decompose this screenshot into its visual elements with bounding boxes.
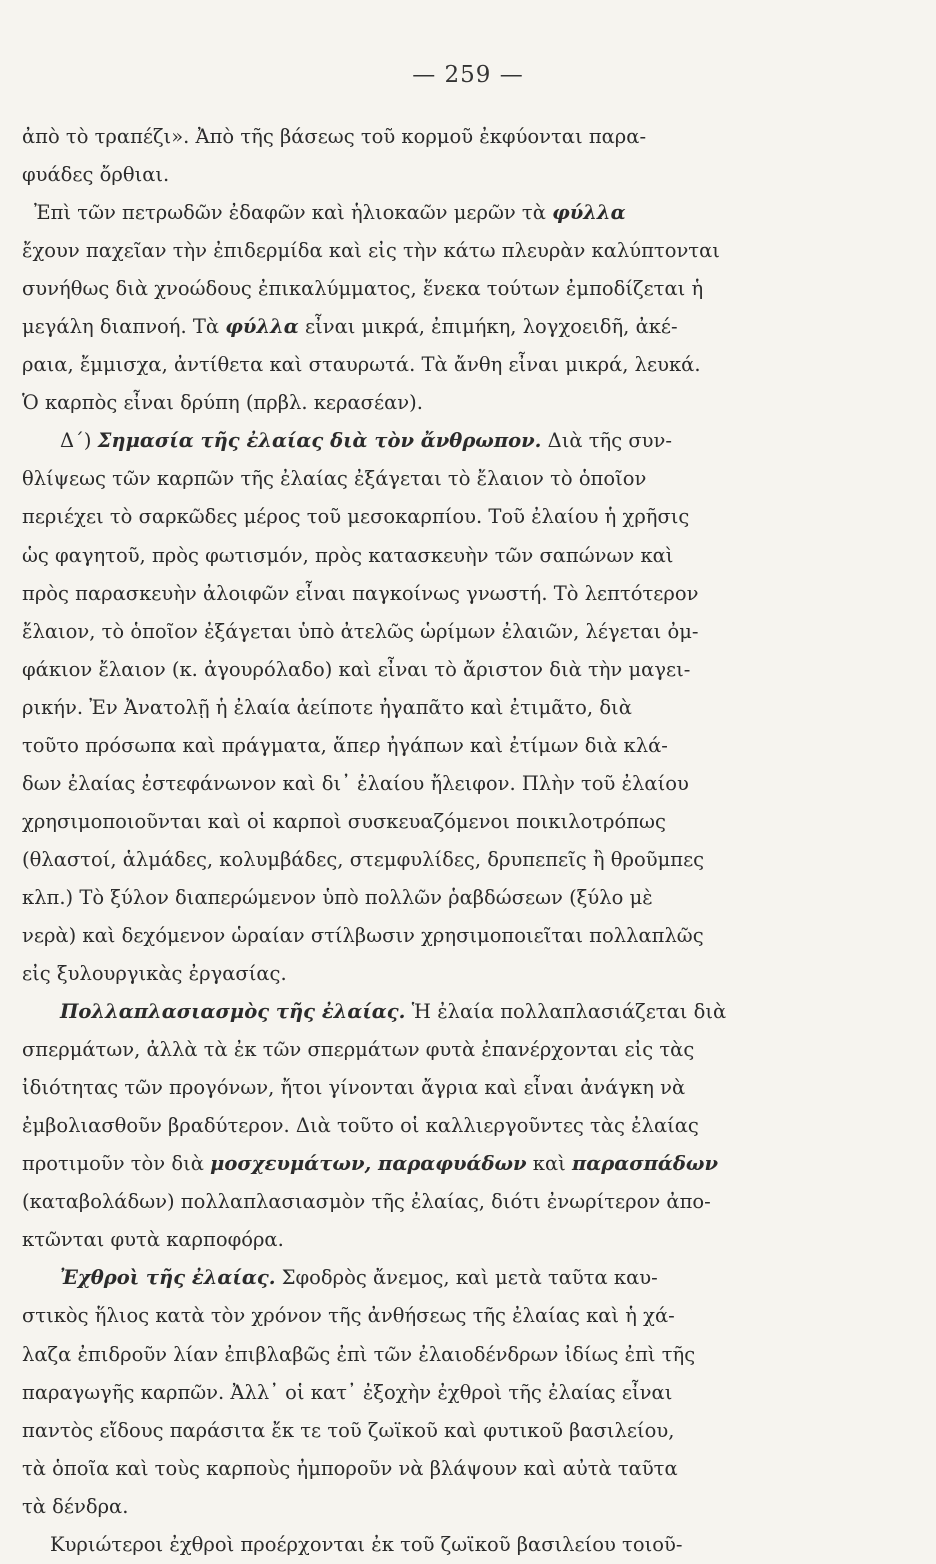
text-line (22, 537, 822, 575)
bold-heading-text: μοσχευμάτων, παραφυάδων (210, 1152, 527, 1176)
text-line (22, 1031, 822, 1069)
text-line (22, 1374, 822, 1412)
text-line (22, 689, 822, 727)
text-line (22, 1183, 822, 1221)
text-line (22, 841, 822, 879)
text-segment: συνήθως διὰ χνοώδους ἐπικαλύμματος, ἕνεκα τούτων ἐμποδίζεται ἡ (22, 277, 704, 301)
text-segment: ἔχουν παχεῖαν τὴν ἐπιδερμίδα καὶ εἰς τὴν κάτω πλευρὰν καλύπτονται (22, 239, 720, 263)
text-segment: ραια, ἔμμισχα, ἀντίθετα καὶ σταυρωτά. Τὰ ἄνθη εἶναι μικρά, λευκά. (22, 353, 701, 377)
text-line (22, 1297, 822, 1335)
text-segment: δων ἐλαίας ἐστεφάνωνον καὶ δι᾿ ἐλαίου ἤλειφον. Πλὴν τοῦ ἐλαίου (22, 771, 689, 795)
text-line (22, 993, 822, 1031)
text-segment: εἶναι μικρά, ἐπιμήκη, λογχοειδῆ, ἀκέ- (298, 315, 678, 339)
text-line (22, 308, 822, 346)
text-line (22, 955, 822, 993)
text-segment: μεγάλη διαπνοή. Τὰ (22, 315, 226, 339)
text-line (22, 346, 822, 384)
bold-heading-text: Σημασία τῆς ἐλαίας διὰ τὸν ἄνθρωπον. (97, 429, 542, 453)
text-segment: φυάδες ὄρθιαι. (22, 163, 170, 187)
text-segment: τὰ δένδρα. (22, 1494, 129, 1518)
text-segment: παντὸς εἴδους παράσιτα ἔκ τε τοῦ ζωϊκοῦ καὶ φυτικοῦ βασιλείου, (22, 1418, 675, 1442)
bold-heading-text: φύλλα (225, 315, 299, 339)
text-line (22, 1259, 822, 1297)
text-segment: στικὸς ἥλιος κατὰ τὸν χρόνον τῆς ἀνθήσεως τῆς ἐλαίας καὶ ἡ χά- (22, 1304, 675, 1328)
text-segment: Διὰ τῆς συν- (541, 429, 672, 453)
text-segment: περιέχει τὸ σαρκῶδες μέρος τοῦ μεσοκαρπίου. Τοῦ ἐλαίου ἡ χρῆσις (22, 505, 690, 529)
text-line (22, 1526, 822, 1564)
text-segment: Ἡ ἐλαία πολλαπλασιάζεται διὰ (405, 1000, 727, 1024)
text-segment: πρὸς παρασκευὴν ἀλοιφῶν εἶναι παγκοίνως γνωστή. Τὸ λεπτότερον (22, 581, 699, 605)
text-segment: φάκιον ἔλαιον (κ. ἀγουρόλαδο) καὶ εἶναι τὸ ἄριστον διὰ τὴν μαγει- (22, 657, 691, 681)
text-segment: χρησιμοποιοῦνται καὶ οἱ καρποὶ συσκευαζόμενοι ποικιλοτρόπως (22, 809, 666, 833)
text-line (22, 232, 822, 270)
text-line (22, 1221, 822, 1259)
bold-heading-text: παρασπάδων (572, 1152, 719, 1176)
text-segment: ἐμβολιασθοῦν βραδύτερον. Διὰ τοῦτο οἱ καλλιεργοῦντες τὰς ἐλαίας (22, 1114, 699, 1138)
text-segment: προτιμοῦν τὸν διὰ (22, 1152, 211, 1176)
text-segment: Δ´) (60, 429, 98, 453)
text-line (22, 460, 822, 498)
page-number: — 259 — (412, 62, 524, 88)
text-line (22, 498, 822, 536)
bold-heading-text: Πολλαπλασιασμὸς τῆς ἐλαίας. (60, 1000, 406, 1024)
text-segment: λαζα ἐπιδροῦν λίαν ἐπιβλαβῶς ἐπὶ τῶν ἐλαιοδένδρων ἰδίως ἐπὶ τῆς (22, 1342, 696, 1366)
text-segment: θλίψεως τῶν καρπῶν τῆς ἐλαίας ἐξάγεται τὸ ἔλαιον τὸ ὁποῖον (22, 467, 647, 491)
text-segment: Σφοδρὸς ἄνεμος, καὶ μετὰ ταῦτα καυ- (275, 1266, 658, 1290)
text-line (22, 156, 822, 194)
text-line (22, 194, 822, 232)
text-segment: σπερμάτων, ἀλλὰ τὰ ἐκ τῶν σπερμάτων φυτὰ ἐπανέρχονται εἰς τὰς (22, 1038, 695, 1062)
text-line (22, 575, 822, 613)
text-segment: ἀπὸ τὸ τραπέζι». Ἀπὸ τῆς βάσεως τοῦ κορμοῦ ἐκφύονται παρα- (22, 125, 647, 148)
text-line (22, 803, 822, 841)
text-segment: Ἐπὶ τῶν πετρωδῶν ἐδαφῶν καὶ ἡλιοκαῶν μερῶν τὰ (34, 201, 553, 225)
text-line (22, 1069, 822, 1107)
text-line (22, 879, 822, 917)
text-line (22, 270, 822, 308)
text-segment: ἔλαιον, τὸ ὁποῖον ἐξάγεται ὑπὸ ἀτελῶς ὡρίμων ἐλαιῶν, λέγεται ὀμ- (22, 619, 699, 643)
text-segment: κλπ.) Τὸ ξύλον διαπερώμενον ὑπὸ πολλῶν ῥαβδώσεων (ξύλο μὲ (22, 885, 653, 909)
bold-heading-text: Ἐχθροὶ τῆς ἐλαίας. (60, 1266, 276, 1290)
text-line (22, 727, 822, 765)
text-line (22, 1488, 822, 1526)
text-segment: κτῶνται φυτὰ καρποφόρα. (22, 1228, 284, 1252)
body-text (22, 118, 822, 1564)
text-segment: ἰδιότητας τῶν προγόνων, ἤτοι γίνονται ἄγρια καὶ εἶναι ἀνάγκη νὰ (22, 1076, 686, 1100)
text-line (22, 765, 822, 803)
text-line (22, 384, 822, 422)
text-line (22, 422, 822, 460)
text-line (22, 1412, 822, 1450)
text-segment: Ὁ καρπὸς εἶναι δρύπη (πρβλ. κερασέαν). (22, 391, 423, 415)
text-segment: τοῦτο πρόσωπα καὶ πράγματα, ἅπερ ἠγάπων καὶ ἐτίμων διὰ κλά- (22, 733, 668, 757)
text-segment: παραγωγῆς καρπῶν. Ἀλλ᾿ οἱ κατ᾿ ἐξοχὴν ἐχθροὶ τῆς ἐλαίας εἶναι (22, 1380, 673, 1404)
text-segment: (καταβολάδων) πολλαπλασιασμὸν τῆς ἐλαίας, διότι ἐνωρίτερον ἀπο- (22, 1190, 711, 1214)
text-segment: νερὰ) καὶ δεχόμενον ὡραίαν στίλβωσιν χρησιμοποιεῖται πολλαπλῶς (22, 923, 704, 947)
text-line (22, 651, 822, 689)
text-line (22, 613, 822, 651)
text-line (22, 1145, 822, 1183)
text-segment: (θλαστοί, ἁλμάδες, κολυμβάδες, στεμφυλίδες, δρυπεπεῖς ἢ θροῦμπες (22, 847, 705, 871)
text-line (22, 1107, 822, 1145)
text-segment: ὡς φαγητοῦ, πρὸς φωτισμόν, πρὸς κατασκευὴν τῶν σαπώνων καὶ (22, 543, 674, 567)
text-segment: καὶ (526, 1152, 572, 1176)
text-segment: εἰς ξυλουργικὰς ἐργασίας. (22, 962, 287, 986)
text-segment: ρικήν. Ἐν Ἀνατολῇ ἡ ἐλαία ἀείποτε ἠγαπᾶτο καὶ ἐτιμᾶτο, διὰ (22, 695, 632, 719)
bold-heading-text: φύλλα (552, 201, 626, 225)
text-line (22, 917, 822, 955)
text-line (22, 1450, 822, 1488)
text-segment: Κυριώτεροι ἐχθροὶ προέρχονται ἐκ τοῦ ζωϊκοῦ βασιλείου τοιοῦ- (50, 1532, 683, 1556)
text-segment: τὰ ὁποῖα καὶ τοὺς καρποὺς ἠμποροῦν νὰ βλάψουν καὶ αὐτὰ ταῦτα (22, 1456, 678, 1480)
text-line (22, 1336, 822, 1374)
text-line (22, 118, 822, 156)
